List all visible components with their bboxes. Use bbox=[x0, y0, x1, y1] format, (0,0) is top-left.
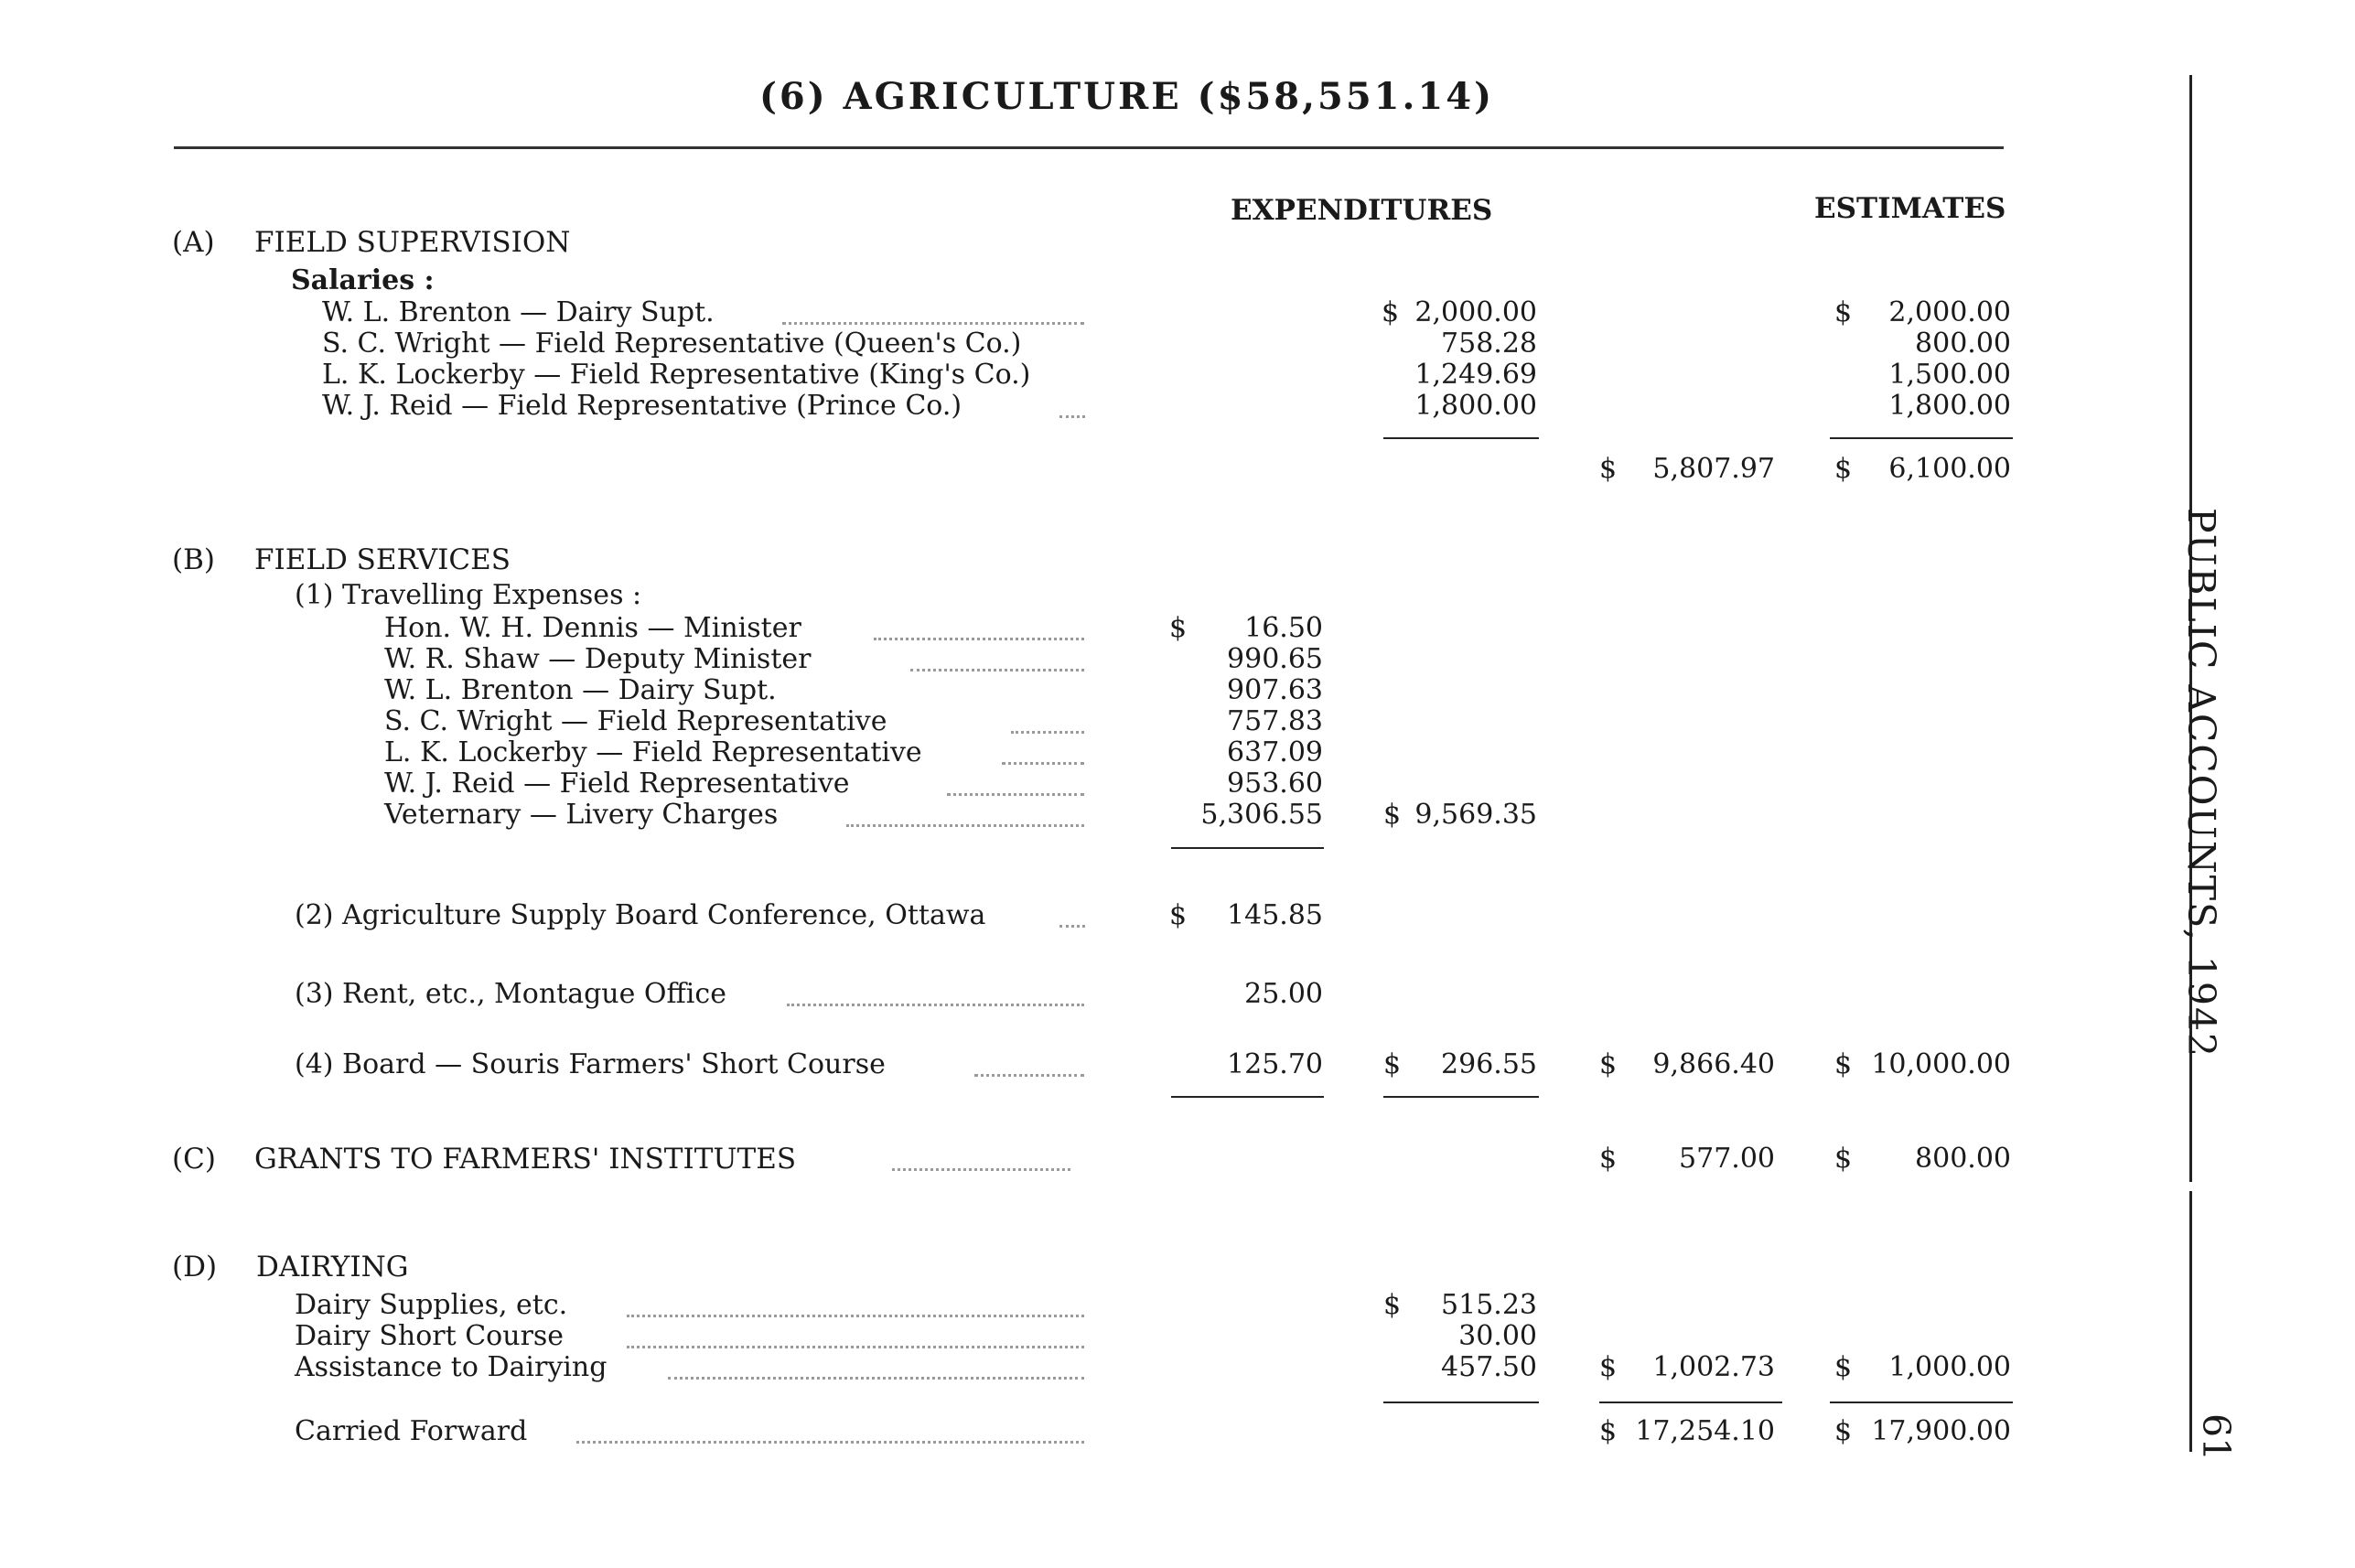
subtotal-rule bbox=[1383, 1096, 1539, 1098]
leader-dots bbox=[846, 824, 1084, 827]
section-a-subheading: Salaries : bbox=[291, 264, 435, 296]
dollar-sign: $ bbox=[1382, 296, 1400, 328]
row-label: Assistance to Dairying bbox=[295, 1351, 608, 1383]
leader-dots bbox=[627, 1315, 1084, 1317]
amount: 1,800.00 bbox=[1414, 390, 1537, 422]
amount: 637.09 bbox=[1227, 736, 1323, 768]
section-b-estimate: 10,000.00 bbox=[1871, 1048, 2011, 1080]
dollar-sign: $ bbox=[1599, 453, 1618, 485]
row-label: W. L. Brenton — Dairy Supt. bbox=[322, 296, 715, 328]
amount: 990.65 bbox=[1227, 643, 1323, 675]
carried-forward-label: Carried Forward bbox=[295, 1415, 528, 1447]
carried-forward-estimate: 17,900.00 bbox=[1871, 1415, 2011, 1447]
estimate: 1,500.00 bbox=[1888, 359, 2011, 391]
title-rule bbox=[174, 146, 2004, 149]
amount: 907.63 bbox=[1227, 674, 1323, 706]
amount: 2,000.00 bbox=[1414, 296, 1537, 328]
leader-dots bbox=[627, 1346, 1084, 1348]
estimates-header: ESTIMATES bbox=[1814, 192, 2006, 225]
section-a-letter: (A) bbox=[172, 226, 215, 259]
row-label: Veternary — Livery Charges bbox=[384, 799, 779, 831]
amount: 758.28 bbox=[1441, 328, 1537, 360]
row-label: S. C. Wright — Field Representative bbox=[384, 705, 887, 737]
subtotal-rule bbox=[1171, 1096, 1324, 1098]
section-b-letter: (B) bbox=[172, 543, 215, 576]
leader-dots bbox=[874, 638, 1084, 640]
dollar-sign: $ bbox=[1599, 1415, 1618, 1447]
leader-dots bbox=[787, 1004, 1084, 1006]
amount: 457.50 bbox=[1441, 1351, 1537, 1383]
leader-dots bbox=[1011, 731, 1084, 734]
section-d-letter: (D) bbox=[172, 1251, 218, 1283]
subtotal-rule bbox=[1383, 1402, 1539, 1403]
subtotal-rule bbox=[1830, 437, 2013, 439]
subtotal: 296.55 bbox=[1441, 1048, 1537, 1080]
section-c-total: 577.00 bbox=[1679, 1143, 1775, 1175]
amount: 757.83 bbox=[1227, 705, 1323, 737]
estimate: 800.00 bbox=[1915, 328, 2011, 360]
row-label: W. J. Reid — Field Representative (Prince Co.) bbox=[322, 390, 962, 422]
section-c-title: GRANTS TO FARMERS' INSTITUTES bbox=[254, 1143, 797, 1176]
row-label: L. K. Lockerby — Field Representative (King's Co.) bbox=[322, 359, 1031, 391]
section-a-title: FIELD SUPERVISION bbox=[254, 226, 571, 259]
leader-dots bbox=[1059, 925, 1085, 928]
dollar-sign: $ bbox=[1599, 1351, 1618, 1383]
page-number: 61 bbox=[2194, 1413, 2238, 1462]
subtotal-rule bbox=[1830, 1402, 2013, 1403]
row-label: W. L. Brenton — Dairy Supt. bbox=[384, 674, 777, 706]
leader-dots bbox=[910, 669, 1084, 671]
dollar-sign: $ bbox=[1834, 453, 1853, 485]
amount: 5,306.55 bbox=[1200, 799, 1323, 831]
estimate: 1,800.00 bbox=[1888, 390, 2011, 422]
dollar-sign: $ bbox=[1834, 1351, 1853, 1383]
page-title: (6) AGRICULTURE ($58,551.14) bbox=[759, 75, 1495, 118]
row-label: Dairy Supplies, etc. bbox=[295, 1289, 568, 1321]
dollar-sign: $ bbox=[1834, 1415, 1853, 1447]
row-label: (3) Rent, etc., Montague Office bbox=[295, 978, 726, 1010]
dollar-sign: $ bbox=[1834, 1143, 1853, 1175]
subtotal-rule bbox=[1383, 437, 1539, 439]
amount: 145.85 bbox=[1227, 899, 1323, 931]
leader-dots bbox=[1002, 762, 1084, 765]
leader-dots bbox=[782, 322, 1084, 325]
section-c-estimate: 800.00 bbox=[1915, 1143, 2011, 1175]
row-label: Dairy Short Course bbox=[295, 1320, 565, 1352]
section-a-total: 5,807.97 bbox=[1652, 453, 1775, 485]
leader-dots bbox=[668, 1377, 1084, 1380]
leader-dots bbox=[892, 1168, 1070, 1171]
row-label: Hon. W. H. Dennis — Minister bbox=[384, 612, 801, 644]
row-label: W. R. Shaw — Deputy Minister bbox=[384, 643, 812, 675]
leader-dots bbox=[1059, 415, 1085, 418]
dollar-sign: $ bbox=[1169, 899, 1188, 931]
dollar-sign: $ bbox=[1383, 1289, 1402, 1321]
leader-dots bbox=[576, 1441, 1084, 1444]
dollar-sign: $ bbox=[1599, 1143, 1618, 1175]
row-label: (4) Board — Souris Farmers' Short Course bbox=[295, 1048, 886, 1080]
subtotal-rule bbox=[1171, 847, 1324, 849]
dollar-sign: $ bbox=[1834, 1048, 1853, 1080]
section-a-estimate: 6,100.00 bbox=[1888, 453, 2011, 485]
dollar-sign: $ bbox=[1383, 799, 1402, 831]
section-d-estimate: 1,000.00 bbox=[1888, 1351, 2011, 1383]
section-b-title: FIELD SERVICES bbox=[254, 543, 511, 576]
subtotal-rule bbox=[1599, 1402, 1782, 1403]
expenditures-header: EXPENDITURES bbox=[1231, 194, 1493, 227]
leader-dots bbox=[974, 1074, 1084, 1077]
dollar-sign: $ bbox=[1383, 1048, 1402, 1080]
running-title: PUBLIC ACCOUNTS, 1942 bbox=[2179, 508, 2223, 1059]
row-label: (2) Agriculture Supply Board Conference, Ottawa bbox=[295, 899, 986, 931]
dollar-sign: $ bbox=[1599, 1048, 1618, 1080]
row-label: W. J. Reid — Field Representative bbox=[384, 768, 850, 800]
amount: 1,249.69 bbox=[1414, 359, 1537, 391]
side-divider-bottom bbox=[2189, 1191, 2192, 1452]
amount: 953.60 bbox=[1227, 768, 1323, 800]
row-label: L. K. Lockerby — Field Representative bbox=[384, 736, 922, 768]
section-d-title: DAIRYING bbox=[256, 1251, 409, 1283]
amount: 30.00 bbox=[1458, 1320, 1537, 1352]
amount: 125.70 bbox=[1227, 1048, 1323, 1080]
amount: 16.50 bbox=[1244, 612, 1323, 644]
row-label: S. C. Wright — Field Representative (Queen's Co.) bbox=[322, 328, 1022, 360]
dollar-sign: $ bbox=[1169, 612, 1188, 644]
amount: 515.23 bbox=[1441, 1289, 1537, 1321]
section-d-total: 1,002.73 bbox=[1652, 1351, 1775, 1383]
section-b-subheading: (1) Travelling Expenses : bbox=[295, 579, 642, 611]
leader-dots bbox=[947, 793, 1084, 796]
dollar-sign: $ bbox=[1834, 296, 1853, 328]
carried-forward-total: 17,254.10 bbox=[1635, 1415, 1775, 1447]
estimate: 2,000.00 bbox=[1888, 296, 2011, 328]
subtotal: 9,569.35 bbox=[1414, 799, 1537, 831]
section-b-total: 9,866.40 bbox=[1652, 1048, 1775, 1080]
amount: 25.00 bbox=[1244, 978, 1323, 1010]
section-c-letter: (C) bbox=[172, 1143, 216, 1176]
